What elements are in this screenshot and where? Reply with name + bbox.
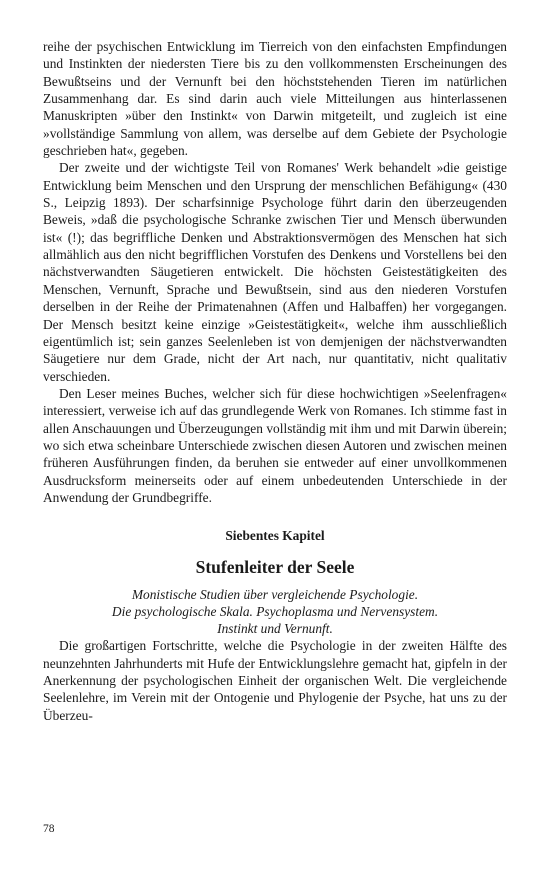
chapter-title: Stufenleiter der Seele [195, 557, 355, 578]
chapter-label: Siebentes Kapitel [225, 528, 325, 544]
book-page [43, 38, 507, 724]
paragraph-1: reihe der psychischen Entwicklung im Tierreich von den einfachsten Empfindungen und Instinkten der niedersten Tiere bis zu den vollkommensten Erscheinungen des Bewußtseins und der Vernunft bei den höchststehenden Tieren im natürlichen Zusammenhang dar. Es sind darin auch viele Mitteilungen aus hinterlassenen Manuskripten »über den Instinkt« von Darwin mitgeteilt, und zugleich ist eine »vollständige Sammlung von allem, was derselbe auf dem Gebiete der Psychologie geschrieben hat«, gegeben. [43, 39, 507, 159]
page-number: 78 [43, 823, 55, 835]
chapter-paragraph-1: Die großartigen Fortschritte, welche die Psychologie in der zweiten Hälfte des neunzehnten Jahrhunderts mit Hufe der Entwicklungslehre gemacht hat, gipfeln in der Anerkennung der psychologischen Einheit der organischen Welt. Die vergleichende Seelenlehre, im Verein mit der Ontogenie und Phylogenie der Psyche, hat uns zu der Überzeu- [43, 638, 507, 723]
subtitle-line: Instinkt und Vernunft. [217, 621, 333, 637]
paragraph-2: Der zweite und der wichtigste Teil von Romanes' Werk behandelt »die geistige Entwicklung beim Menschen und den Ursprung der menschlichen Befähigung« (430 S., Leipzig 1893). Der scharfsinnige Psychologe führt darin den überzeugenden Beweis, »daß die psychologische Schranke zwischen Tier und Mensch überwunden ist« (!); das begriffliche Denken und Abstraktionsvermögen des Menschen hat sich allmählich aus den nicht begrifflichen Vorstufen des Denkens und Vorstellens bei den nächstverwandten Säugetieren entwickelt. Die höchsten Geistestätigkeiten des Menschen, Vernunft, Sprache und Bewußtsein, sind aus den niederen Vorstufen derselben in der Reihe der Primatenahnen (Affen und Halbaffen) her vorgegangen. Der Mensch besitzt keine einzige »Geistestätigkeit«, welche ihm ausschließlich eigentümlich ist; sein ganzes Seelenleben ist von demjenigen der nächstverwandten Säugetiere nur dem Grade, nicht der Art nach, nur quantitativ, nicht qualitativ verschieden. [43, 160, 507, 384]
subtitle-line: Monistische Studien über vergleichende Psychologie. [131, 587, 419, 603]
chapter-subtitle [43, 586, 507, 637]
subtitle-line: Die psychologische Skala. Psychoplasma und Nervensystem. [111, 604, 439, 620]
paragraph-3: Den Leser meines Buches, welcher sich für diese hochwichtigen »Seelenfragen« interessiert, verweise ich auf das grundlegende Werk von Romanes. Ich stimme fast in allen Anschauungen und Überzeugungen vollständig mit ihm und mit Darwin überein; wo sich etwa scheinbare Unterschiede zwischen diesen Autoren und zwischen meinen früheren Ausführungen finden, da beruhen sie entweder auf einer unvollkommenen Ausdrucksform meinerseits oder auf einem unbedeutenden Unterschiede in der Anwendung der Grundbegriffe. [43, 385, 507, 505]
